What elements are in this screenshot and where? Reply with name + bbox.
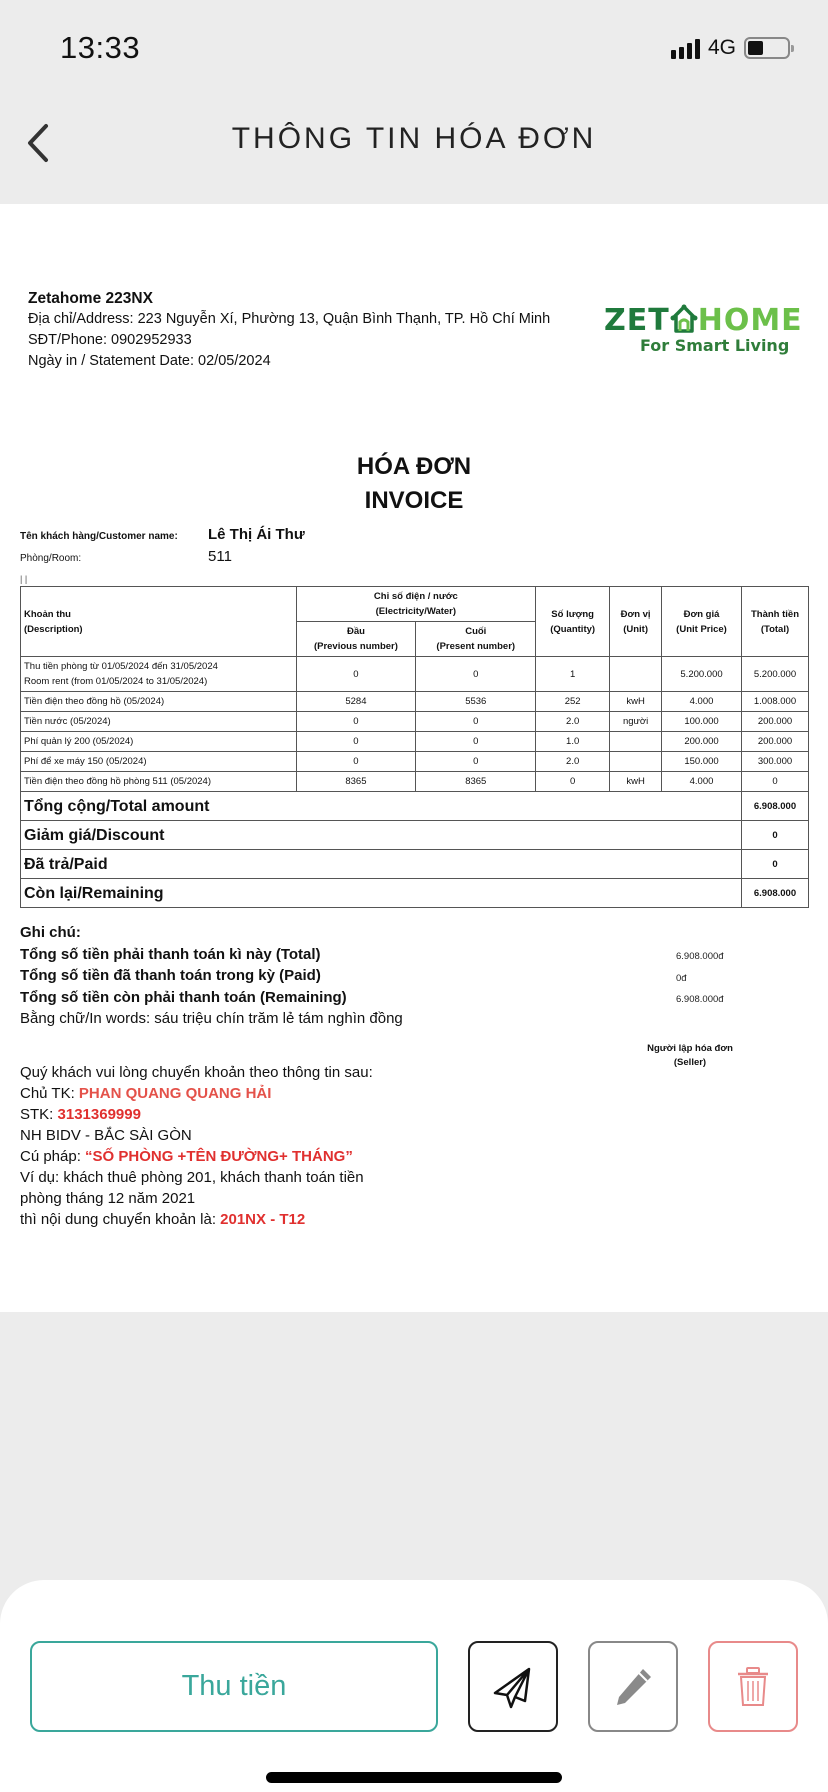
note-total-value: 6.908.000đ bbox=[676, 951, 724, 962]
example-line-2: phòng tháng 12 năm 2021 bbox=[20, 1190, 196, 1207]
table-row bbox=[21, 657, 809, 692]
cell-unit-price: 150.000 bbox=[662, 752, 742, 772]
nav-bar bbox=[0, 100, 828, 204]
table-row bbox=[21, 772, 809, 792]
example-line-1: Ví dụ: khách thuê phòng 201, khách thanh toán tiền bbox=[20, 1169, 364, 1186]
cell-previous: 0 bbox=[296, 657, 416, 692]
cell-unit bbox=[610, 732, 662, 752]
note-paid-value: 0đ bbox=[676, 972, 687, 984]
bank-transfer-info bbox=[20, 1062, 373, 1230]
header-quantity: Số lượng (Quantity) bbox=[536, 587, 610, 657]
home-indicator[interactable] bbox=[266, 1772, 562, 1783]
account-holder: PHAN QUANG QUANG HẢI bbox=[78, 1085, 272, 1102]
signal-icon bbox=[671, 37, 700, 59]
collect-payment-label: Thu tiền bbox=[181, 1670, 287, 1702]
cell-present: 0 bbox=[416, 732, 536, 752]
cell-unit-price: 5.200.000 bbox=[662, 657, 742, 692]
page-title: THÔNG TIN HÓA ĐƠN bbox=[231, 122, 597, 155]
cell-unit-price: 4.000 bbox=[662, 692, 742, 712]
cell-previous: 0 bbox=[296, 752, 416, 772]
company-info bbox=[28, 288, 550, 372]
cell-quantity: 252 bbox=[536, 692, 610, 712]
invoice-title-vi: HÓA ĐƠN bbox=[356, 453, 472, 480]
cell-total: 5.200.000 bbox=[741, 657, 808, 692]
battery-icon bbox=[744, 37, 790, 59]
paper-plane-icon bbox=[491, 1665, 535, 1709]
summary-value: 6.908.000 bbox=[741, 792, 808, 821]
amount-in-words: Bằng chữ/In words: sáu triệu chín trăm lẻ tám nghìn đồng bbox=[20, 1010, 403, 1027]
cell-present: 0 bbox=[416, 752, 536, 772]
table-row bbox=[21, 712, 809, 732]
cell-description: Tiền điện theo đồng hồ (05/2024) bbox=[21, 692, 297, 712]
header-previous: Đầu (Previous number) bbox=[296, 622, 416, 657]
send-button[interactable] bbox=[468, 1641, 558, 1732]
cell-unit-price: 4.000 bbox=[662, 772, 742, 792]
cell-unit-price: 100.000 bbox=[662, 712, 742, 732]
cell-unit: kwH bbox=[610, 692, 662, 712]
note-remaining-label: Tổng số tiền còn phải thanh toán (Remaining) bbox=[20, 988, 347, 1006]
cell-present: 5536 bbox=[416, 692, 536, 712]
account-number: 3131369999 bbox=[57, 1106, 141, 1123]
seller-label-en: (Seller) bbox=[673, 1057, 707, 1068]
bank-name: NH BIDV - BẮC SÀI GÒN bbox=[20, 1127, 192, 1144]
tick-mark: | | bbox=[20, 574, 28, 584]
invoice-title-en: INVOICE bbox=[364, 487, 464, 514]
header-description: Khoản thu (Description) bbox=[21, 587, 297, 657]
customer-name-label: Tên khách hàng/Customer name: bbox=[20, 531, 178, 542]
seller-signature bbox=[620, 1042, 760, 1070]
table-row bbox=[21, 752, 809, 772]
cell-unit: người bbox=[610, 712, 662, 732]
invoice-title bbox=[0, 450, 828, 518]
status-indicators bbox=[671, 36, 790, 60]
example-transfer-content: 201NX - T12 bbox=[220, 1211, 306, 1228]
summary-row bbox=[21, 879, 809, 908]
edit-button[interactable] bbox=[588, 1641, 678, 1732]
summary-label: Giảm giá/Discount bbox=[21, 821, 742, 850]
summary-label: Đã trả/Paid bbox=[21, 850, 742, 879]
header-unit-price: Đơn giá (Unit Price) bbox=[662, 587, 742, 657]
note-paid-label: Tổng số tiền đã thanh toán trong kỳ (Paid) bbox=[20, 967, 321, 984]
statement-date: Ngày in / Statement Date: 02/05/2024 bbox=[28, 353, 271, 369]
cell-description: Tiền nước (05/2024) bbox=[21, 712, 297, 732]
example-line-3: thì nội dung chuyển khoản là: 201NX - T12 bbox=[20, 1211, 306, 1228]
pencil-icon bbox=[611, 1665, 655, 1709]
header-present: Cuối (Present number) bbox=[416, 622, 536, 657]
cell-unit bbox=[610, 657, 662, 692]
summary-row bbox=[21, 850, 809, 879]
summary-label: Còn lại/Remaining bbox=[21, 879, 742, 908]
cell-unit-price: 200.000 bbox=[662, 732, 742, 752]
logo-text-home: HOME bbox=[697, 303, 803, 338]
cell-quantity: 2.0 bbox=[536, 712, 610, 732]
cell-unit bbox=[610, 752, 662, 772]
cell-previous: 5284 bbox=[296, 692, 416, 712]
cell-description: Thu tiền phòng từ 01/05/2024 đến 31/05/2024 Room rent (from 01/05/2024 to 31/05/2024) bbox=[21, 657, 297, 692]
table-row bbox=[21, 692, 809, 712]
header-unit: Đơn vị (Unit) bbox=[610, 587, 662, 657]
company-name: Zetahome 223NX bbox=[28, 290, 153, 307]
cell-total: 200.000 bbox=[741, 712, 808, 732]
syntax-line: Cú pháp: “SỐ PHÒNG +TÊN ĐƯỜNG+ THÁNG” bbox=[20, 1148, 353, 1165]
customer-name: Lê Thị Ái Thư bbox=[208, 526, 305, 543]
note-total-label: Tổng số tiền phải thanh toán kì này (Total) bbox=[20, 945, 321, 963]
summary-value: 0 bbox=[741, 850, 808, 879]
customer-info bbox=[20, 526, 305, 570]
cell-previous: 0 bbox=[296, 712, 416, 732]
cell-total: 1.008.000 bbox=[741, 692, 808, 712]
seller-label: Người lập hóa đơn bbox=[647, 1043, 733, 1054]
notes-heading: Ghi chú: bbox=[20, 924, 81, 941]
summary-row bbox=[21, 821, 809, 850]
cell-previous: 0 bbox=[296, 732, 416, 752]
cell-total: 200.000 bbox=[741, 732, 808, 752]
collect-payment-button[interactable] bbox=[30, 1641, 438, 1732]
cell-previous: 8365 bbox=[296, 772, 416, 792]
room-number: 511 bbox=[208, 548, 232, 565]
network-type: 4G bbox=[707, 36, 736, 59]
cell-present: 0 bbox=[416, 657, 536, 692]
cell-total: 300.000 bbox=[741, 752, 808, 772]
cell-description: Tiền điện theo đồng hồ phòng 511 (05/2024) bbox=[21, 772, 297, 792]
notes-section bbox=[20, 922, 403, 1030]
cell-present: 8365 bbox=[416, 772, 536, 792]
cell-present: 0 bbox=[416, 712, 536, 732]
cell-quantity: 1 bbox=[536, 657, 610, 692]
summary-value: 6.908.000 bbox=[741, 879, 808, 908]
logo-tagline: For Smart Living bbox=[640, 336, 790, 355]
house-icon bbox=[670, 304, 698, 334]
cell-unit: kwH bbox=[610, 772, 662, 792]
note-remaining-value: 6.908.000đ bbox=[676, 994, 724, 1005]
bank-intro: Quý khách vui lòng chuyển khoản theo thông tin sau: bbox=[20, 1064, 373, 1081]
account-holder-line: Chủ TK: PHAN QUANG QUANG HẢI bbox=[20, 1085, 272, 1102]
cell-description: Phí quản lý 200 (05/2024) bbox=[21, 732, 297, 752]
summary-label: Tổng cộng/Total amount bbox=[21, 792, 742, 821]
company-address: Địa chỉ/Address: 223 Nguyễn Xí, Phường 13, Quận Bình Thạnh, TP. Hồ Chí Minh bbox=[28, 311, 551, 327]
header-meter-group: Chỉ số điện / nước (Electricity/Water) bbox=[296, 587, 536, 622]
notes-values bbox=[676, 946, 724, 1011]
cell-quantity: 1.0 bbox=[536, 732, 610, 752]
room-label: Phòng/Room: bbox=[20, 553, 82, 564]
action-bar bbox=[0, 1580, 828, 1792]
trash-icon bbox=[735, 1665, 771, 1709]
cell-total: 0 bbox=[741, 772, 808, 792]
zetahome-logo bbox=[604, 304, 804, 355]
table-row bbox=[21, 732, 809, 752]
cell-quantity: 2.0 bbox=[536, 752, 610, 772]
cell-quantity: 0 bbox=[536, 772, 610, 792]
logo-text-zet: ZET bbox=[604, 303, 670, 338]
transfer-syntax: “SỐ PHÒNG +TÊN ĐƯỜNG+ THÁNG” bbox=[85, 1148, 353, 1165]
header-total: Thành tiền (Total) bbox=[741, 587, 808, 657]
company-phone: SĐT/Phone: 0902952933 bbox=[28, 332, 192, 348]
cell-description: Phí để xe máy 150 (05/2024) bbox=[21, 752, 297, 772]
delete-button[interactable] bbox=[708, 1641, 798, 1732]
invoice-items-table bbox=[20, 586, 809, 908]
summary-value: 0 bbox=[741, 821, 808, 850]
summary-row bbox=[21, 792, 809, 821]
status-time: 13:33 bbox=[60, 30, 141, 65]
status-bar bbox=[0, 0, 828, 100]
invoice-document bbox=[0, 204, 828, 1312]
account-number-line: STK: 3131369999 bbox=[20, 1106, 141, 1123]
